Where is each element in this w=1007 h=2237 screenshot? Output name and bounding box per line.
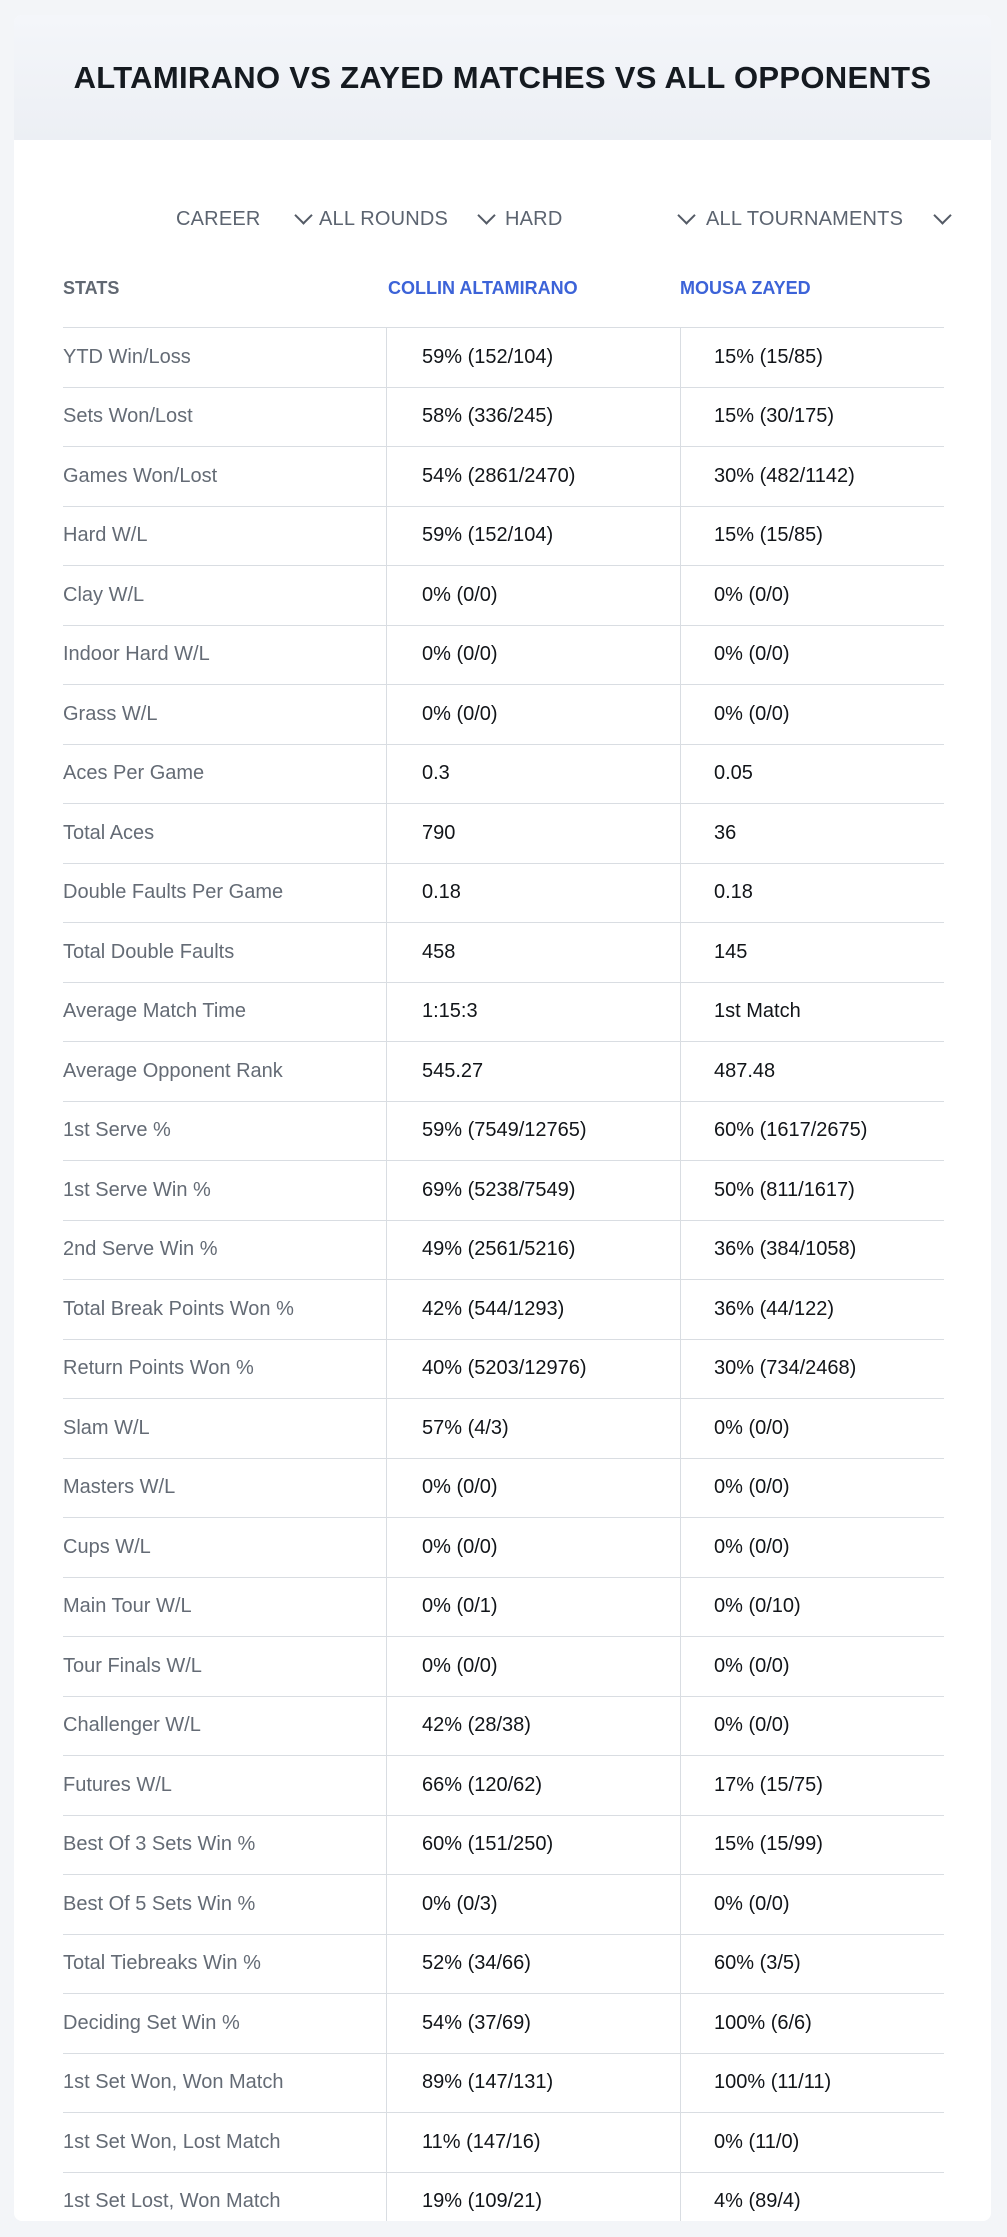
player2-column-header[interactable]: MOUSA ZAYED [680, 277, 811, 298]
period-select-value: CAREER [176, 207, 261, 230]
stat-label: Indoor Hard W/L [63, 643, 210, 666]
page-title: ALTAMIRANO VS ZAYED MATCHES VS ALL OPPONENTS [73, 59, 932, 95]
table-row [63, 507, 944, 567]
chevron-down-icon [677, 206, 695, 224]
table-body [63, 328, 944, 2221]
player2-value: 0% (0/0) [714, 1654, 790, 1677]
table-row [63, 1340, 944, 1400]
player2-value: 15% (15/99) [714, 1833, 823, 1856]
stat-label: Deciding Set Win % [63, 2011, 240, 2034]
player1-value: 89% (147/131) [422, 2071, 554, 2094]
stat-label: Total Double Faults [63, 940, 235, 963]
round-select-value: ALL ROUNDS [319, 207, 449, 230]
table-row [63, 566, 944, 626]
player1-value: 0% (0/3) [422, 1892, 498, 1915]
table-row [63, 685, 944, 745]
player2-value: 50% (811/1617) [714, 1178, 855, 1201]
table-row [63, 864, 944, 924]
table-row [63, 1994, 944, 2054]
stat-label: 1st Set Won, Lost Match [63, 2130, 281, 2153]
player1-value: 0% (0/0) [422, 583, 498, 606]
table-row [63, 1578, 944, 1638]
player2-value: 0% (11/0) [714, 2130, 800, 2153]
stat-label: Hard W/L [63, 524, 148, 547]
player2-value: 4% (89/4) [714, 2190, 801, 2213]
player2-value: 17% (15/75) [714, 1773, 823, 1796]
player1-value: 0% (0/0) [422, 643, 498, 666]
player2-value: 15% (30/175) [714, 405, 835, 428]
header [14, 15, 991, 140]
table-row [63, 447, 944, 507]
player1-value: 40% (5203/12976) [422, 1357, 587, 1380]
player2-value: 0% (0/0) [714, 1476, 790, 1499]
column-divider [680, 327, 681, 2221]
player1-value: 52% (34/66) [422, 1952, 531, 1975]
stat-label: Tour Finals W/L [63, 1654, 202, 1677]
stats-card [14, 15, 991, 2221]
player2-value: 36% (384/1058) [714, 1238, 857, 1261]
table-row [63, 1816, 944, 1876]
player2-value: 0.05 [714, 762, 753, 785]
player1-value: 59% (152/104) [422, 345, 554, 368]
column-divider [386, 327, 387, 2221]
player2-value: 100% (11/11) [714, 2071, 832, 2094]
stat-label: YTD Win/Loss [63, 345, 191, 368]
filter-bar [14, 189, 991, 249]
player2-value: 0% (0/0) [714, 1535, 790, 1558]
player1-value: 790 [422, 821, 456, 844]
player2-value: 36 [714, 821, 737, 844]
player1-value: 57% (4/3) [422, 1416, 509, 1439]
player2-value: 60% (3/5) [714, 1952, 801, 1975]
table-row [63, 1102, 944, 1162]
table-row [63, 2054, 944, 2114]
table-row [63, 626, 944, 686]
player1-value: 458 [422, 940, 456, 963]
stat-label: Sets Won/Lost [63, 405, 193, 428]
stat-label: Best Of 5 Sets Win % [63, 1892, 256, 1915]
player2-value: 60% (1617/2675) [714, 1119, 868, 1142]
player2-value: 0% (0/0) [714, 702, 790, 725]
player2-value: 0% (0/0) [714, 1416, 790, 1439]
player2-value: 1st Match [714, 1000, 801, 1023]
stat-label: Futures W/L [63, 1773, 172, 1796]
stat-label: Challenger W/L [63, 1714, 201, 1737]
table-row [63, 2113, 944, 2173]
table-row [63, 1161, 944, 1221]
stat-label: Games Won/Lost [63, 464, 218, 487]
player2-value: 487.48 [714, 1059, 776, 1082]
table-row [63, 1756, 944, 1816]
period-select[interactable] [176, 189, 316, 249]
surface-select-value: HARD [505, 207, 563, 230]
table-header [63, 249, 944, 328]
table-row [63, 1518, 944, 1578]
table-row [63, 745, 944, 805]
player1-value: 545.27 [422, 1059, 484, 1082]
player1-value: 42% (544/1293) [422, 1297, 565, 1320]
chevron-down-icon [933, 206, 951, 224]
stat-label: Cups W/L [63, 1535, 151, 1558]
player1-column-header[interactable]: COLLIN ALTAMIRANO [388, 277, 578, 298]
player2-value: 0% (0/0) [714, 583, 790, 606]
stat-label: 1st Set Won, Won Match [63, 2071, 284, 2094]
player1-value: 19% (109/21) [422, 2190, 543, 2213]
stat-label: Average Match Time [63, 1000, 247, 1023]
table-row [63, 1697, 944, 1757]
stat-label: Aces Per Game [63, 762, 205, 785]
stat-label: Return Points Won % [63, 1357, 254, 1380]
player2-value: 30% (482/1142) [714, 464, 855, 487]
player2-value: 100% (6/6) [714, 2011, 812, 2034]
player1-value: 0% (0/1) [422, 1595, 498, 1618]
player1-value: 49% (2561/5216) [422, 1238, 576, 1261]
table-row [63, 923, 944, 983]
player1-value: 66% (120/62) [422, 1773, 543, 1796]
table-row [63, 1221, 944, 1281]
player1-value: 54% (2861/2470) [422, 464, 576, 487]
round-select[interactable] [319, 189, 499, 249]
player1-value: 0% (0/0) [422, 1476, 498, 1499]
player1-value: 69% (5238/7549) [422, 1178, 576, 1201]
stat-label: Masters W/L [63, 1476, 176, 1499]
player1-value: 0.18 [422, 881, 461, 904]
table-row [63, 388, 944, 448]
table-row [63, 1399, 944, 1459]
player1-value: 54% (37/69) [422, 2011, 531, 2034]
player2-value: 30% (734/2468) [714, 1357, 857, 1380]
player1-value: 0% (0/0) [422, 702, 498, 725]
table-row [63, 1935, 944, 1995]
stat-label: Total Break Points Won % [63, 1297, 294, 1320]
stat-label: Main Tour W/L [63, 1595, 192, 1618]
player2-value: 36% (44/122) [714, 1297, 835, 1320]
surface-select[interactable] [505, 189, 699, 249]
stat-label: Average Opponent Rank [63, 1059, 283, 1082]
table-row [63, 328, 944, 388]
player2-value: 0% (0/10) [714, 1595, 801, 1618]
stat-label: Slam W/L [63, 1416, 150, 1439]
table-row [63, 1875, 944, 1935]
stat-label: Clay W/L [63, 583, 145, 606]
player1-value: 58% (336/245) [422, 405, 554, 428]
tournament-select-value: ALL TOURNAMENTS [706, 207, 904, 230]
stat-label: 2nd Serve Win % [63, 1238, 218, 1261]
stat-label: Double Faults Per Game [63, 881, 284, 904]
stat-label: Best Of 3 Sets Win % [63, 1833, 256, 1856]
player2-value: 15% (15/85) [714, 345, 823, 368]
table-row [63, 983, 944, 1043]
player1-value: 60% (151/250) [422, 1833, 554, 1856]
player1-value: 1:15:3 [422, 1000, 478, 1023]
stat-label: 1st Serve % [63, 1119, 171, 1142]
player2-value: 145 [714, 940, 748, 963]
player1-value: 0% (0/0) [422, 1535, 498, 1558]
player1-value: 0% (0/0) [422, 1654, 498, 1677]
stats-table [63, 249, 944, 2221]
player2-value: 15% (15/85) [714, 524, 823, 547]
table-row [63, 1280, 944, 1340]
player1-value: 59% (7549/12765) [422, 1119, 587, 1142]
stat-label: 1st Set Lost, Won Match [63, 2190, 281, 2213]
table-row [63, 2173, 944, 2222]
stat-label: 1st Serve Win % [63, 1178, 211, 1201]
player2-value: 0% (0/0) [714, 1892, 790, 1915]
player1-value: 42% (28/38) [422, 1714, 531, 1737]
player2-value: 0% (0/0) [714, 1714, 790, 1737]
table-row [63, 804, 944, 864]
stat-label: Grass W/L [63, 702, 158, 725]
player2-value: 0% (0/0) [714, 643, 790, 666]
chevron-down-icon [294, 206, 312, 224]
table-row [63, 1637, 944, 1697]
stat-label: Total Tiebreaks Win % [63, 1952, 261, 1975]
stat-label: Total Aces [63, 821, 155, 844]
table-row [63, 1042, 944, 1102]
chevron-down-icon [477, 206, 495, 224]
player1-value: 59% (152/104) [422, 524, 554, 547]
stats-column-header: STATS [63, 277, 120, 298]
tournament-select[interactable] [706, 189, 955, 249]
player1-value: 0.3 [422, 762, 450, 785]
player1-value: 11% (147/16) [422, 2130, 541, 2153]
player2-value: 0.18 [714, 881, 753, 904]
table-row [63, 1459, 944, 1519]
